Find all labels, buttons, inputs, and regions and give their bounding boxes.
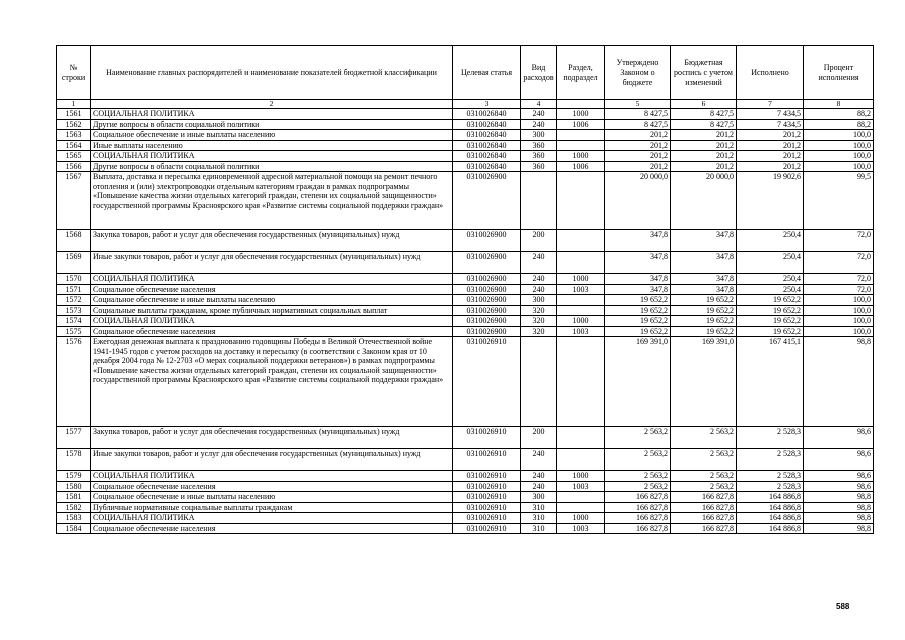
row-section xyxy=(557,305,605,316)
row-name: Выплата, доставка и пересылка единовременной адресной материальной помощи на ремонт печного отопления и (или) электропроводки отдельным категориям граждан в рамках подпрограммы «Повышение качества жизни отдельных категорий граждан, степени их социальной защищенности» государственной программы Красноярского края «Развитие системы социальной поддержки граждан» xyxy=(91,172,453,230)
colnum-5: 5 xyxy=(605,100,671,109)
row-budget: 347,8 xyxy=(671,274,737,285)
colnum-2: 2 xyxy=(91,100,453,109)
row-approved: 19 652,2 xyxy=(605,316,671,327)
row-approved: 201,2 xyxy=(605,161,671,172)
row-section: 1000 xyxy=(557,151,605,162)
row-budget: 8 427,5 xyxy=(671,109,737,120)
row-executed: 2 528,3 xyxy=(737,471,804,482)
row-name: СОЦИАЛЬНАЯ ПОЛИТИКА xyxy=(91,471,453,482)
row-num: 1571 xyxy=(57,284,91,295)
row-type: 310 xyxy=(521,523,557,534)
header-percent: Процент исполнения xyxy=(804,46,874,100)
row-name: Иные закупки товаров, работ и услуг для обеспечения государственных (муниципальных) нужд xyxy=(91,252,453,274)
row-percent: 100,0 xyxy=(804,305,874,316)
row-budget: 2 563,2 xyxy=(671,471,737,482)
row-name: Закупка товаров, работ и услуг для обеспечения государственных (муниципальных) нужд xyxy=(91,230,453,252)
row-target: 0310026910 xyxy=(453,449,521,471)
row-num: 1564 xyxy=(57,140,91,151)
page-number: 588 xyxy=(836,602,850,611)
row-name: Иные выплаты населению xyxy=(91,140,453,151)
row-percent: 98,8 xyxy=(804,523,874,534)
row-num: 1561 xyxy=(57,109,91,120)
row-name: Социальное обеспечение и иные выплаты населению xyxy=(91,492,453,503)
row-percent: 100,0 xyxy=(804,295,874,306)
row-budget: 201,2 xyxy=(671,130,737,141)
row-approved: 2 563,2 xyxy=(605,449,671,471)
row-executed: 201,2 xyxy=(737,161,804,172)
row-name: Социальные выплаты гражданам, кроме публичных нормативных социальных выплат xyxy=(91,305,453,316)
row-executed: 167 415,1 xyxy=(737,337,804,427)
row-section: 1003 xyxy=(557,284,605,295)
row-section: 1003 xyxy=(557,326,605,337)
table-row xyxy=(57,151,874,162)
row-approved: 169 391,0 xyxy=(605,337,671,427)
row-num: 1579 xyxy=(57,471,91,482)
row-executed: 250,4 xyxy=(737,274,804,285)
row-target: 0310026900 xyxy=(453,274,521,285)
table-row xyxy=(57,119,874,130)
row-percent: 100,0 xyxy=(804,316,874,327)
row-budget: 2 563,2 xyxy=(671,427,737,449)
table-row xyxy=(57,172,874,230)
row-target: 0310026900 xyxy=(453,284,521,295)
header-section: Раздел, подраздел xyxy=(557,46,605,100)
row-section: 1000 xyxy=(557,471,605,482)
row-approved: 166 827,8 xyxy=(605,492,671,503)
row-percent: 98,6 xyxy=(804,471,874,482)
row-target: 0310026840 xyxy=(453,119,521,130)
row-percent: 99,5 xyxy=(804,172,874,230)
row-target: 0310026910 xyxy=(453,492,521,503)
row-executed: 201,2 xyxy=(737,130,804,141)
row-approved: 8 427,5 xyxy=(605,119,671,130)
header-executed: Исполнено xyxy=(737,46,804,100)
table-body xyxy=(57,109,874,534)
row-executed: 7 434,5 xyxy=(737,109,804,120)
row-section xyxy=(557,140,605,151)
row-target: 0310026910 xyxy=(453,337,521,427)
row-percent: 98,8 xyxy=(804,502,874,513)
table-row xyxy=(57,230,874,252)
row-target: 0310026840 xyxy=(453,151,521,162)
table-row xyxy=(57,449,874,471)
row-percent: 100,0 xyxy=(804,130,874,141)
row-target: 0310026840 xyxy=(453,161,521,172)
row-type: 300 xyxy=(521,295,557,306)
row-target: 0310026900 xyxy=(453,326,521,337)
row-executed: 164 886,8 xyxy=(737,502,804,513)
row-target: 0310026900 xyxy=(453,230,521,252)
row-approved: 347,8 xyxy=(605,274,671,285)
row-section xyxy=(557,502,605,513)
row-section xyxy=(557,172,605,230)
table-row xyxy=(57,337,874,427)
row-percent: 88,2 xyxy=(804,109,874,120)
row-type: 310 xyxy=(521,513,557,524)
row-budget: 19 652,2 xyxy=(671,316,737,327)
row-section: 1006 xyxy=(557,161,605,172)
row-type: 240 xyxy=(521,252,557,274)
row-executed: 164 886,8 xyxy=(737,492,804,503)
row-target: 0310026900 xyxy=(453,316,521,327)
row-num: 1582 xyxy=(57,502,91,513)
row-type: 240 xyxy=(521,284,557,295)
row-section xyxy=(557,449,605,471)
table-row xyxy=(57,513,874,524)
row-approved: 2 563,2 xyxy=(605,427,671,449)
row-executed: 250,4 xyxy=(737,252,804,274)
row-executed: 2 528,3 xyxy=(737,481,804,492)
row-executed: 7 434,5 xyxy=(737,119,804,130)
header-type: Вид расходов xyxy=(521,46,557,100)
row-target: 0310026910 xyxy=(453,513,521,524)
row-section: 1000 xyxy=(557,274,605,285)
row-budget: 201,2 xyxy=(671,151,737,162)
table-row xyxy=(57,523,874,534)
row-percent: 98,6 xyxy=(804,449,874,471)
row-type: 320 xyxy=(521,316,557,327)
row-target: 0310026910 xyxy=(453,481,521,492)
row-target: 0310026910 xyxy=(453,471,521,482)
row-type xyxy=(521,172,557,230)
table-row xyxy=(57,492,874,503)
row-name: Другие вопросы в области социальной политики xyxy=(91,161,453,172)
row-approved: 2 563,2 xyxy=(605,481,671,492)
row-name: СОЦИАЛЬНАЯ ПОЛИТИКА xyxy=(91,109,453,120)
table-row xyxy=(57,140,874,151)
row-num: 1576 xyxy=(57,337,91,427)
row-approved: 166 827,8 xyxy=(605,502,671,513)
row-approved: 19 652,2 xyxy=(605,295,671,306)
row-approved: 347,8 xyxy=(605,230,671,252)
row-executed: 250,4 xyxy=(737,230,804,252)
row-name: СОЦИАЛЬНАЯ ПОЛИТИКА xyxy=(91,316,453,327)
table-row xyxy=(57,295,874,306)
row-section xyxy=(557,295,605,306)
row-budget: 201,2 xyxy=(671,140,737,151)
row-name: Иные закупки товаров, работ и услуг для обеспечения государственных (муниципальных) нужд xyxy=(91,449,453,471)
row-section: 1000 xyxy=(557,316,605,327)
table-row xyxy=(57,274,874,285)
row-approved: 201,2 xyxy=(605,151,671,162)
row-target: 0310026900 xyxy=(453,172,521,230)
row-type: 360 xyxy=(521,140,557,151)
colnum-blank xyxy=(557,100,605,109)
row-approved: 20 000,0 xyxy=(605,172,671,230)
row-type: 240 xyxy=(521,471,557,482)
row-percent: 100,0 xyxy=(804,326,874,337)
row-num: 1572 xyxy=(57,295,91,306)
row-name: СОЦИАЛЬНАЯ ПОЛИТИКА xyxy=(91,274,453,285)
row-section xyxy=(557,230,605,252)
row-budget: 166 827,8 xyxy=(671,502,737,513)
table-row xyxy=(57,316,874,327)
row-type: 360 xyxy=(521,151,557,162)
row-type: 360 xyxy=(521,161,557,172)
row-percent: 100,0 xyxy=(804,140,874,151)
row-num: 1565 xyxy=(57,151,91,162)
row-type: 300 xyxy=(521,492,557,503)
colnum-7: 7 xyxy=(737,100,804,109)
row-budget: 347,8 xyxy=(671,230,737,252)
colnum-3: 3 xyxy=(453,100,521,109)
row-approved: 201,2 xyxy=(605,130,671,141)
row-name: Другие вопросы в области социальной политики xyxy=(91,119,453,130)
row-approved: 201,2 xyxy=(605,140,671,151)
row-percent: 72,0 xyxy=(804,230,874,252)
row-type xyxy=(521,337,557,427)
row-budget: 169 391,0 xyxy=(671,337,737,427)
row-section: 1003 xyxy=(557,523,605,534)
row-approved: 19 652,2 xyxy=(605,326,671,337)
row-percent: 98,8 xyxy=(804,337,874,427)
row-section xyxy=(557,492,605,503)
column-number-row xyxy=(57,100,874,109)
row-section: 1000 xyxy=(557,109,605,120)
row-budget: 166 827,8 xyxy=(671,523,737,534)
row-type: 240 xyxy=(521,119,557,130)
budget-table xyxy=(56,45,874,534)
row-target: 0310026900 xyxy=(453,295,521,306)
row-target: 0310026840 xyxy=(453,140,521,151)
row-num: 1578 xyxy=(57,449,91,471)
row-executed: 201,2 xyxy=(737,140,804,151)
row-budget: 347,8 xyxy=(671,252,737,274)
row-section xyxy=(557,427,605,449)
row-num: 1566 xyxy=(57,161,91,172)
row-budget: 2 563,2 xyxy=(671,449,737,471)
row-target: 0310026910 xyxy=(453,523,521,534)
row-name: Социальное обеспечение населения xyxy=(91,523,453,534)
row-type: 300 xyxy=(521,130,557,141)
row-percent: 72,0 xyxy=(804,284,874,295)
table-row xyxy=(57,109,874,120)
row-percent: 100,0 xyxy=(804,161,874,172)
row-section xyxy=(557,337,605,427)
row-target: 0310026840 xyxy=(453,130,521,141)
row-type: 200 xyxy=(521,427,557,449)
row-num: 1573 xyxy=(57,305,91,316)
row-name: Публичные нормативные социальные выплаты гражданам xyxy=(91,502,453,513)
header-num: № строки xyxy=(57,46,91,100)
row-budget: 166 827,8 xyxy=(671,513,737,524)
row-num: 1581 xyxy=(57,492,91,503)
table-row xyxy=(57,305,874,316)
row-num: 1580 xyxy=(57,481,91,492)
row-executed: 164 886,8 xyxy=(737,513,804,524)
header-approved: Утверждено Законом о бюджете xyxy=(605,46,671,100)
row-percent: 72,0 xyxy=(804,252,874,274)
row-name: Закупка товаров, работ и услуг для обеспечения государственных (муниципальных) нужд xyxy=(91,427,453,449)
row-budget: 201,2 xyxy=(671,161,737,172)
row-executed: 19 652,2 xyxy=(737,326,804,337)
row-percent: 98,8 xyxy=(804,513,874,524)
header-name: Наименование главных распорядителей и наименование показателей бюджетной классификации xyxy=(91,46,453,100)
colnum-6: 6 xyxy=(671,100,737,109)
row-approved: 2 563,2 xyxy=(605,471,671,482)
row-name: Социальное обеспечение населения xyxy=(91,481,453,492)
row-type: 240 xyxy=(521,109,557,120)
table-row xyxy=(57,284,874,295)
row-target: 0310026900 xyxy=(453,305,521,316)
row-approved: 166 827,8 xyxy=(605,513,671,524)
row-type: 320 xyxy=(521,305,557,316)
row-num: 1584 xyxy=(57,523,91,534)
table-row xyxy=(57,252,874,274)
row-num: 1563 xyxy=(57,130,91,141)
row-budget: 347,8 xyxy=(671,284,737,295)
row-target: 0310026910 xyxy=(453,427,521,449)
row-percent: 72,0 xyxy=(804,274,874,285)
row-approved: 166 827,8 xyxy=(605,523,671,534)
row-target: 0310026900 xyxy=(453,252,521,274)
row-budget: 19 652,2 xyxy=(671,326,737,337)
row-target: 0310026910 xyxy=(453,502,521,513)
row-approved: 8 427,5 xyxy=(605,109,671,120)
table-row xyxy=(57,481,874,492)
row-approved: 347,8 xyxy=(605,252,671,274)
row-executed: 19 652,2 xyxy=(737,316,804,327)
table-row xyxy=(57,427,874,449)
row-executed: 164 886,8 xyxy=(737,523,804,534)
row-name: Социальное обеспечение и иные выплаты населению xyxy=(91,130,453,141)
row-percent: 98,6 xyxy=(804,481,874,492)
row-section xyxy=(557,252,605,274)
row-percent: 98,6 xyxy=(804,427,874,449)
row-num: 1569 xyxy=(57,252,91,274)
row-section: 1003 xyxy=(557,481,605,492)
row-type: 320 xyxy=(521,326,557,337)
row-name: СОЦИАЛЬНАЯ ПОЛИТИКА xyxy=(91,151,453,162)
row-approved: 347,8 xyxy=(605,284,671,295)
row-budget: 19 652,2 xyxy=(671,305,737,316)
row-executed: 19 652,2 xyxy=(737,295,804,306)
row-approved: 19 652,2 xyxy=(605,305,671,316)
row-name: Социальное обеспечение и иные выплаты населению xyxy=(91,295,453,306)
row-num: 1577 xyxy=(57,427,91,449)
table-row xyxy=(57,161,874,172)
row-percent: 88,2 xyxy=(804,119,874,130)
row-executed: 19 902,6 xyxy=(737,172,804,230)
row-num: 1575 xyxy=(57,326,91,337)
row-name: СОЦИАЛЬНАЯ ПОЛИТИКА xyxy=(91,513,453,524)
colnum-1: 1 xyxy=(57,100,91,109)
row-type: 240 xyxy=(521,274,557,285)
row-budget: 20 000,0 xyxy=(671,172,737,230)
row-section xyxy=(557,130,605,141)
row-percent: 98,8 xyxy=(804,492,874,503)
row-num: 1562 xyxy=(57,119,91,130)
row-num: 1568 xyxy=(57,230,91,252)
row-target: 0310026840 xyxy=(453,109,521,120)
row-executed: 2 528,3 xyxy=(737,449,804,471)
row-name: Социальное обеспечение населения xyxy=(91,284,453,295)
row-type: 240 xyxy=(521,481,557,492)
header-target: Целевая статья xyxy=(453,46,521,100)
row-name: Ежегодная денежная выплата к празднованию годовщины Победы в Великой Отечественной войне 1941-1945 годов с учетом расходов на доставку и пересылку (в соответствии с Законом края от 10 декабря 2004 года № 12-2703 «О мерах социальной поддержки ветеранов») в рамках подпрограммы «Повышение качества жизни отдельных категорий граждан, степени их социальной защищенности» государственной программы Красноярского края «Развитие системы социальной поддержки граждан» xyxy=(91,337,453,427)
row-num: 1570 xyxy=(57,274,91,285)
row-executed: 250,4 xyxy=(737,284,804,295)
row-name: Социальное обеспечение населения xyxy=(91,326,453,337)
row-budget: 166 827,8 xyxy=(671,492,737,503)
row-section: 1006 xyxy=(557,119,605,130)
row-num: 1567 xyxy=(57,172,91,230)
header-budget: Бюджетная роспись с учетом изменений xyxy=(671,46,737,100)
row-executed: 2 528,3 xyxy=(737,427,804,449)
row-num: 1574 xyxy=(57,316,91,327)
table-row xyxy=(57,502,874,513)
row-type: 200 xyxy=(521,230,557,252)
row-budget: 8 427,5 xyxy=(671,119,737,130)
row-executed: 201,2 xyxy=(737,151,804,162)
table-row xyxy=(57,471,874,482)
row-num: 1583 xyxy=(57,513,91,524)
row-type: 240 xyxy=(521,449,557,471)
colnum-8: 8 xyxy=(804,100,874,109)
table-row xyxy=(57,130,874,141)
row-percent: 100,0 xyxy=(804,151,874,162)
table-row xyxy=(57,326,874,337)
row-budget: 19 652,2 xyxy=(671,295,737,306)
colnum-4: 4 xyxy=(521,100,557,109)
row-section: 1000 xyxy=(557,513,605,524)
row-executed: 19 652,2 xyxy=(737,305,804,316)
header-row xyxy=(57,46,874,100)
row-type: 310 xyxy=(521,502,557,513)
row-budget: 2 563,2 xyxy=(671,481,737,492)
